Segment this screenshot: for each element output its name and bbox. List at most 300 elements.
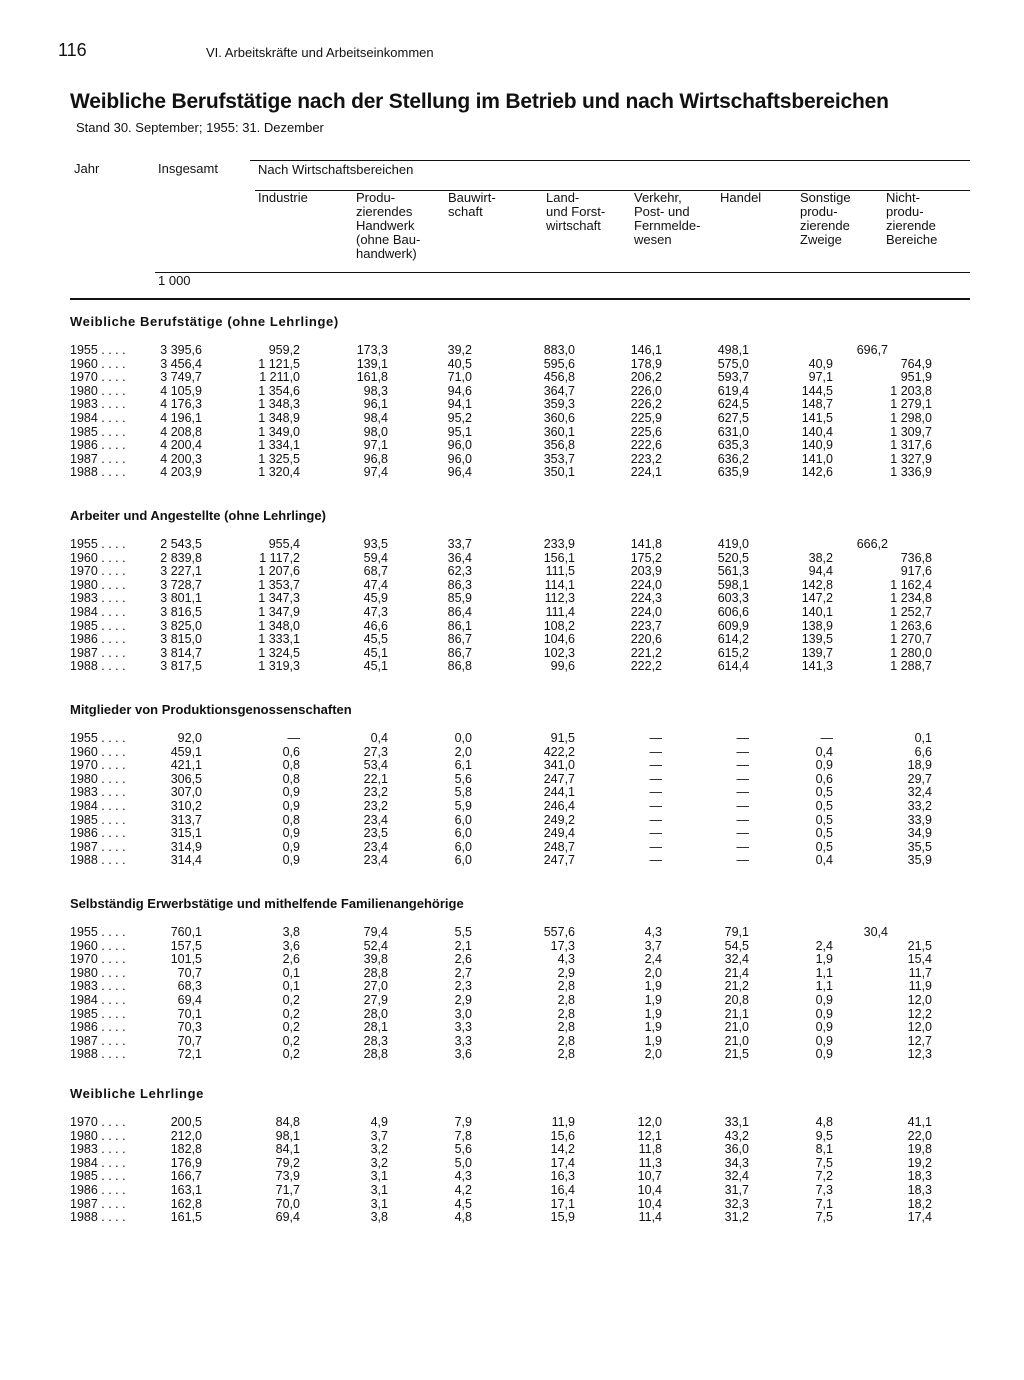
cell-nicht: 21,5 — [907, 938, 932, 953]
table-row — [70, 1211, 970, 1225]
cell-industrie: 1 348,9 — [258, 410, 300, 425]
cell-industrie: 955,4 — [268, 537, 300, 551]
cell-nicht: 35,9 — [907, 853, 932, 868]
cell-handwerk: 28,0 — [363, 1006, 388, 1021]
table-row — [70, 1021, 970, 1035]
cell-verkehr: 206,2 — [630, 370, 662, 385]
cell-insgesamt: 3 814,7 — [160, 645, 202, 660]
table-row — [70, 854, 970, 868]
section-rows — [70, 538, 970, 674]
cell-sonstige: 141,3 — [801, 659, 833, 674]
table-row — [70, 953, 970, 967]
cell-insgesamt: 200,5 — [170, 1115, 202, 1129]
cell-insgesamt: 70,7 — [177, 965, 202, 980]
cell-land: 247,7 — [543, 771, 575, 786]
col-header-verkehr: Verkehr, Post- und Fernmelde- wesen — [634, 190, 701, 247]
cell-sonstige: 141,5 — [801, 410, 833, 425]
cell-bau: 5,6 — [454, 1142, 472, 1157]
cell-industrie: 1 324,5 — [258, 645, 300, 660]
cell-sonstige: 139,7 — [801, 645, 833, 660]
cell-sonstige: 0,5 — [815, 785, 833, 800]
cell-jahr: 1960 . . . . — [70, 550, 126, 565]
cell-verkehr: — — [649, 744, 662, 759]
cell-handel: 561,3 — [717, 564, 749, 579]
cell-sonstige: 140,1 — [801, 604, 833, 619]
cell-verkehr: 220,6 — [630, 632, 662, 647]
col-header-handwerk: Produ- zierendes Handwerk (ohne Bau- handwerk) — [356, 190, 421, 261]
cell-jahr: 1983 . . . . — [70, 591, 126, 606]
col-header-jahr: Jahr — [74, 161, 100, 176]
section-title: Weibliche Berufstätige (ohne Lehrlinge) — [70, 314, 339, 329]
cell-industrie: 1 117,2 — [259, 550, 300, 565]
cell-insgesamt: 70,7 — [177, 1033, 202, 1048]
table-row — [70, 358, 970, 372]
cell-nicht: 33,2 — [907, 798, 932, 813]
cell-handel: — — [736, 812, 749, 827]
cell-bau: 6,0 — [454, 812, 472, 827]
cell-land: 353,7 — [543, 451, 575, 466]
cell-nicht: 18,9 — [907, 758, 932, 773]
cell-industrie: 1 319,3 — [258, 659, 300, 674]
cell-nicht: 764,9 — [900, 356, 932, 371]
table-row — [70, 453, 970, 467]
table-row — [70, 1116, 970, 1130]
cell-jahr: 1987 . . . . — [70, 839, 126, 854]
cell-handel: — — [736, 758, 749, 773]
cell-land: 2,8 — [557, 1033, 575, 1048]
cell-industrie: 0,9 — [282, 785, 300, 800]
cell-bau: 86,1 — [447, 618, 472, 633]
table-row — [70, 647, 970, 661]
cell-handel: 419,0 — [717, 537, 749, 551]
cell-insgesamt: 307,0 — [170, 785, 202, 800]
cell-insgesamt: 2 839,8 — [160, 550, 202, 565]
cell-bau: 5,6 — [454, 771, 472, 786]
cell-insgesamt: 2 543,5 — [160, 537, 202, 551]
cell-nicht: 12,2 — [907, 1006, 932, 1021]
cell-bau: 3,3 — [454, 1033, 472, 1048]
section-rows — [70, 732, 970, 868]
cell-land: 16,4 — [550, 1182, 575, 1197]
cell-jahr: 1987 . . . . — [70, 1033, 126, 1048]
cell-verkehr: 223,2 — [630, 451, 662, 466]
cell-insgesamt: 4 196,1 — [160, 410, 202, 425]
cell-handwerk: 3,1 — [370, 1182, 388, 1197]
col-header-land-forst: Land- und Forst- wirtschaft — [546, 190, 606, 233]
table-row — [70, 1184, 970, 1198]
cell-sonstige: 0,4 — [815, 744, 833, 759]
cell-handel: — — [736, 826, 749, 841]
cell-bau: 4,3 — [454, 1169, 472, 1184]
cell-handel: 619,4 — [717, 383, 749, 398]
cell-land: 2,8 — [557, 1020, 575, 1035]
cell-nicht: 19,2 — [907, 1155, 932, 1170]
cell-land: 244,1 — [543, 785, 575, 800]
cell-bau: 3,0 — [454, 1006, 472, 1021]
cell-handel: 31,7 — [724, 1182, 749, 1197]
cell-handwerk: 97,1 — [363, 438, 388, 453]
cell-insgesamt: 176,9 — [170, 1155, 202, 1170]
cell-nicht: 1 309,7 — [890, 424, 932, 439]
cell-handwerk: 45,5 — [363, 632, 388, 647]
cell-industrie: 84,1 — [275, 1142, 300, 1157]
cell-nicht: 1 203,8 — [890, 383, 932, 398]
cell-handwerk: 173,3 — [356, 343, 388, 357]
col-header-insgesamt: Insgesamt — [158, 161, 218, 176]
cell-handwerk: 52,4 — [363, 938, 388, 953]
unit-label: 1 000 — [158, 273, 191, 288]
cell-industrie: 0,8 — [282, 771, 300, 786]
cell-industrie: 84,8 — [275, 1115, 300, 1129]
cell-nicht: 1 327,9 — [890, 451, 932, 466]
cell-bau: 2,1 — [454, 938, 472, 953]
cell-verkehr: 12,1 — [637, 1128, 662, 1143]
cell-handel: 635,3 — [717, 438, 749, 453]
cell-land: 4,3 — [557, 952, 575, 967]
cell-insgesamt: 760,1 — [170, 925, 202, 939]
cell-insgesamt: 92,0 — [177, 731, 202, 745]
cell-insgesamt: 3 395,6 — [160, 343, 202, 357]
cell-handwerk: 93,5 — [363, 537, 388, 551]
cell-industrie: 98,1 — [275, 1128, 300, 1143]
cell-sonstige: 9,5 — [815, 1128, 833, 1143]
cell-jahr: 1983 . . . . — [70, 397, 126, 412]
cell-land: 2,8 — [557, 1047, 575, 1062]
cell-handel: 21,0 — [724, 1020, 749, 1035]
table-row — [70, 538, 970, 552]
cell-jahr: 1987 . . . . — [70, 451, 126, 466]
cell-bau: 4,2 — [454, 1182, 472, 1197]
cell-insgesamt: 459,1 — [170, 744, 202, 759]
cell-handel: 21,4 — [724, 965, 749, 980]
cell-verkehr: 222,2 — [630, 659, 662, 674]
cell-handel: 609,9 — [717, 618, 749, 633]
cell-insgesamt: 212,0 — [170, 1128, 202, 1143]
cell-jahr: 1960 . . . . — [70, 744, 126, 759]
table-row — [70, 371, 970, 385]
cell-land: 595,6 — [543, 356, 575, 371]
cell-handwerk: 39,8 — [363, 952, 388, 967]
cell-handwerk: 96,1 — [363, 397, 388, 412]
cell-sonstige: 0,9 — [815, 992, 833, 1007]
cell-industrie: 0,8 — [282, 758, 300, 773]
cell-nicht: 35,5 — [907, 839, 932, 854]
cell-land: 17,1 — [550, 1196, 575, 1211]
cell-handwerk: 3,1 — [370, 1196, 388, 1211]
cell-nicht: 1 279,1 — [890, 397, 932, 412]
cell-handwerk: 46,6 — [363, 618, 388, 633]
cell-handel: 21,1 — [724, 1006, 749, 1021]
running-head: VI. Arbeitskräfte und Arbeitseinkommen — [206, 45, 434, 60]
cell-bau: 96,0 — [447, 438, 472, 453]
cell-bau: 7,9 — [454, 1115, 472, 1129]
cell-insgesamt: 3 227,1 — [160, 564, 202, 579]
col-header-bauwirtschaft: Bauwirt- schaft — [448, 190, 496, 219]
cell-handwerk: 23,2 — [363, 798, 388, 813]
cell-sonstige: 139,5 — [801, 632, 833, 647]
cell-jahr: 1955 . . . . — [70, 731, 126, 745]
cell-handwerk: 0,4 — [370, 731, 388, 745]
cell-nicht: 1 252,7 — [890, 604, 932, 619]
cell-sonstige: 7,5 — [815, 1210, 833, 1225]
cell-sonstige: 8,1 — [815, 1142, 833, 1157]
cell-industrie: 1 334,1 — [258, 438, 300, 453]
cell-jahr: 1970 . . . . — [70, 370, 126, 385]
cell-sonstige: 7,2 — [815, 1169, 833, 1184]
section-rows — [70, 926, 970, 1062]
cell-verkehr: — — [649, 826, 662, 841]
cell-bau: 94,6 — [447, 383, 472, 398]
cell-verkehr: 2,0 — [644, 1047, 662, 1062]
cell-handel: 21,5 — [724, 1047, 749, 1062]
cell-jahr: 1960 . . . . — [70, 356, 126, 371]
cell-land: 883,0 — [543, 343, 575, 357]
page-number: 116 — [58, 40, 87, 60]
table-row — [70, 412, 970, 426]
cell-insgesamt: 421,1 — [170, 758, 202, 773]
cell-bau: 86,8 — [447, 659, 472, 674]
cell-industrie: 1 121,5 — [258, 356, 300, 371]
table-row — [70, 1198, 970, 1212]
cell-nicht: 1 270,7 — [890, 632, 932, 647]
cell-sonstige: 0,5 — [815, 798, 833, 813]
cell-handwerk: 68,7 — [363, 564, 388, 579]
cell-bau: 5,8 — [454, 785, 472, 800]
cell-bau: 5,0 — [454, 1155, 472, 1170]
cell-handel: — — [736, 731, 749, 745]
table-row — [70, 620, 970, 634]
cell-nicht: 1 298,0 — [890, 410, 932, 425]
cell-insgesamt: 70,1 — [177, 1006, 202, 1021]
cell-sonstige: 1,1 — [815, 965, 833, 980]
cell-land: 341,0 — [543, 758, 575, 773]
cell-industrie: 0,6 — [282, 744, 300, 759]
table-row — [70, 773, 970, 787]
cell-handel: — — [736, 771, 749, 786]
cell-handel: 21,0 — [724, 1033, 749, 1048]
cell-industrie: 1 349,0 — [258, 424, 300, 439]
cell-jahr: 1980 . . . . — [70, 965, 126, 980]
cell-jahr: 1987 . . . . — [70, 1196, 126, 1211]
cell-bau: 6,0 — [454, 826, 472, 841]
cell-land: 2,9 — [557, 965, 575, 980]
cell-jahr: 1980 . . . . — [70, 577, 126, 592]
cell-handel: 606,6 — [717, 604, 749, 619]
section-title: Weibliche Lehrlinge — [70, 1086, 204, 1101]
cell-handel: 21,2 — [724, 979, 749, 994]
cell-handwerk: 3,2 — [370, 1155, 388, 1170]
cell-nicht: 6,6 — [914, 744, 932, 759]
cell-bau: 95,1 — [447, 424, 472, 439]
table-row — [70, 800, 970, 814]
cell-sonstige: 144,5 — [801, 383, 833, 398]
col-header-sonstige: Sonstige produ- zierende Zweige — [800, 190, 851, 247]
cell-handel: 575,0 — [717, 356, 749, 371]
cell-nicht: 34,9 — [907, 826, 932, 841]
cell-jahr: 1983 . . . . — [70, 1142, 126, 1157]
cell-insgesamt: 3 801,1 — [160, 591, 202, 606]
cell-nicht: 18,2 — [907, 1196, 932, 1211]
cell-verkehr: 222,6 — [630, 438, 662, 453]
cell-jahr: 1988 . . . . — [70, 659, 126, 674]
cell-handel: 32,4 — [724, 1169, 749, 1184]
cell-nicht: 11,7 — [908, 965, 932, 980]
cell-sonstige: 0,9 — [815, 1006, 833, 1021]
cell-sonstige: 40,9 — [808, 356, 833, 371]
cell-nicht: 1 280,0 — [890, 645, 932, 660]
cell-verkehr: — — [649, 798, 662, 813]
cell-insgesamt: 157,5 — [170, 938, 202, 953]
cell-bau: 3,3 — [454, 1020, 472, 1035]
cell-land: 249,4 — [543, 826, 575, 841]
cell-nicht: 736,8 — [900, 550, 932, 565]
cell-insgesamt: 182,8 — [170, 1142, 202, 1157]
cell-handwerk: 22,1 — [363, 771, 388, 786]
cell-verkehr: 11,8 — [638, 1142, 662, 1157]
cell-handel: 635,9 — [717, 465, 749, 480]
cell-insgesamt: 4 105,9 — [160, 383, 202, 398]
cell-sonstige: 142,6 — [801, 465, 833, 480]
table-row — [70, 1143, 970, 1157]
section-title: Selbständig Erwerbstätige und mithelfende Familienangehörige — [70, 896, 464, 911]
cell-land: 99,6 — [550, 659, 575, 674]
cell-industrie: 2,6 — [282, 952, 300, 967]
cell-verkehr: 11,3 — [638, 1155, 662, 1170]
cell-jahr: 1987 . . . . — [70, 645, 126, 660]
table-row — [70, 385, 970, 399]
cell-handel: 79,1 — [724, 925, 749, 939]
cell-nicht: 15,4 — [907, 952, 932, 967]
cell-land: 249,2 — [543, 812, 575, 827]
cell-handwerk: 3,8 — [370, 1210, 388, 1225]
cell-jahr: 1984 . . . . — [70, 992, 126, 1007]
cell-verkehr: 10,4 — [637, 1196, 662, 1211]
cell-sonstige: 142,8 — [801, 577, 833, 592]
cell-insgesamt: 3 825,0 — [160, 618, 202, 633]
cell-handel: 603,3 — [717, 591, 749, 606]
cell-bau: 4,8 — [454, 1210, 472, 1225]
cell-sonstige: 138,9 — [801, 618, 833, 633]
cell-insgesamt: 69,4 — [177, 992, 202, 1007]
cell-land: 350,1 — [543, 465, 575, 480]
col-header-nicht-produzierend: Nicht- produ- zierende Bereiche — [886, 190, 938, 247]
cell-verkehr: 226,2 — [630, 397, 662, 412]
cell-handel: 34,3 — [724, 1155, 749, 1170]
table-row — [70, 660, 970, 674]
cell-industrie: 0,1 — [282, 965, 300, 980]
cell-sonstige: 696,7 — [856, 343, 888, 357]
cell-jahr: 1984 . . . . — [70, 604, 126, 619]
table-row — [70, 1157, 970, 1171]
cell-land: 246,4 — [543, 798, 575, 813]
cell-bau: 5,5 — [454, 925, 472, 939]
cell-industrie: 959,2 — [268, 343, 300, 357]
cell-jahr: 1984 . . . . — [70, 1155, 126, 1170]
cell-land: 111,4 — [545, 604, 575, 619]
cell-insgesamt: 70,3 — [177, 1020, 202, 1035]
cell-handel: 32,3 — [724, 1196, 749, 1211]
cell-verkehr: 11,4 — [638, 1210, 662, 1225]
cell-land: 422,2 — [543, 744, 575, 759]
header-rule-unit — [155, 272, 970, 273]
cell-handwerk: 79,4 — [363, 925, 388, 939]
table-row — [70, 814, 970, 828]
table-row — [70, 633, 970, 647]
cell-jahr: 1985 . . . . — [70, 424, 126, 439]
cell-sonstige: 38,2 — [808, 550, 833, 565]
cell-land: 15,9 — [550, 1210, 575, 1225]
cell-handwerk: 47,4 — [363, 577, 388, 592]
cell-insgesamt: 313,7 — [170, 812, 202, 827]
cell-land: 17,3 — [550, 938, 575, 953]
cell-nicht: 0,1 — [914, 731, 932, 745]
cell-sonstige: 0,9 — [815, 1047, 833, 1062]
cell-nicht: 1 162,4 — [890, 577, 932, 592]
cell-handel: 520,5 — [717, 550, 749, 565]
cell-industrie: 1 347,3 — [258, 591, 300, 606]
cell-bau: 5,9 — [454, 798, 472, 813]
cell-sonstige: 148,7 — [801, 397, 833, 412]
table-row — [70, 606, 970, 620]
cell-jahr: 1980 . . . . — [70, 1128, 126, 1143]
cell-handwerk: 53,4 — [363, 758, 388, 773]
cell-jahr: 1984 . . . . — [70, 410, 126, 425]
table-row — [70, 940, 970, 954]
cell-sonstige: 7,1 — [815, 1196, 833, 1211]
cell-bau: 36,4 — [447, 550, 472, 565]
cell-verkehr: 221,2 — [630, 645, 662, 660]
cell-verkehr: — — [649, 771, 662, 786]
cell-industrie: 1 348,3 — [258, 397, 300, 412]
cell-industrie: 71,7 — [275, 1182, 300, 1197]
cell-jahr: 1970 . . . . — [70, 758, 126, 773]
table-row — [70, 439, 970, 453]
cell-handwerk: 27,3 — [363, 744, 388, 759]
cell-land: 557,6 — [543, 925, 575, 939]
cell-land: 2,8 — [557, 992, 575, 1007]
cell-industrie: 0,2 — [282, 1047, 300, 1062]
cell-bau: 86,4 — [447, 604, 472, 619]
cell-industrie: 0,2 — [282, 992, 300, 1007]
cell-land: 102,3 — [543, 645, 575, 660]
cell-industrie: 1 333,1 — [258, 632, 300, 647]
cell-handel: 615,2 — [717, 645, 749, 660]
cell-sonstige: 0,9 — [815, 758, 833, 773]
cell-nicht: 18,3 — [907, 1169, 932, 1184]
cell-bau: 2,3 — [454, 979, 472, 994]
cell-bau: 62,3 — [447, 564, 472, 579]
cell-jahr: 1988 . . . . — [70, 465, 126, 480]
cell-bau: 7,8 — [454, 1128, 472, 1143]
cell-jahr: 1986 . . . . — [70, 438, 126, 453]
cell-land: 360,1 — [543, 424, 575, 439]
cell-bau: 96,0 — [447, 451, 472, 466]
cell-nicht: 1 234,8 — [890, 591, 932, 606]
table-row — [70, 1048, 970, 1062]
cell-land: 456,8 — [543, 370, 575, 385]
cell-nicht: 22,0 — [907, 1128, 932, 1143]
cell-bau: 96,4 — [447, 465, 472, 480]
table-row — [70, 746, 970, 760]
cell-bau: 39,2 — [447, 343, 472, 357]
cell-bau: 0,0 — [454, 731, 472, 745]
cell-jahr: 1980 . . . . — [70, 383, 126, 398]
cell-jahr: 1988 . . . . — [70, 1210, 126, 1225]
cell-insgesamt: 310,2 — [170, 798, 202, 813]
cell-insgesamt: 3 816,5 — [160, 604, 202, 619]
cell-industrie: 3,6 — [282, 938, 300, 953]
cell-verkehr: 3,7 — [644, 938, 662, 953]
